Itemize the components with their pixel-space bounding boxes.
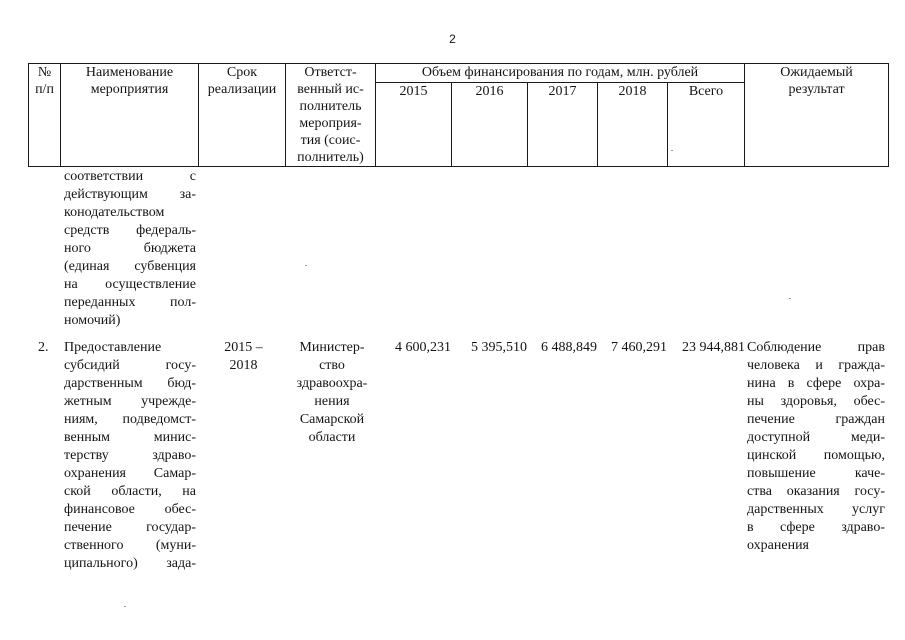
scan-speck bbox=[671, 150, 673, 151]
header-num: № п/п bbox=[29, 64, 61, 167]
header-result: Ожидаемый результат bbox=[745, 64, 889, 167]
header-funding: Объем финансирования по годам, млн. рублей bbox=[376, 64, 745, 83]
row2-number: 2. bbox=[38, 340, 49, 355]
scan-speck bbox=[789, 298, 791, 299]
row2-value-2018: 7 460,291 bbox=[611, 340, 667, 355]
row2-executor: Министер- ство здравоохра- нения Самарской области bbox=[296, 340, 368, 445]
header-year-2015: 2015 bbox=[376, 83, 452, 167]
row2-name: Предоставление субсидий госу- дарственным бюд- жетным учрежде- ниям, подведомст- венным минис- терству здраво- охранения Самар- ской области, на финансовое обес- печение государ- ственного (муни- ципального) зада- bbox=[64, 340, 196, 571]
header-term: Срок реализации bbox=[199, 64, 286, 167]
header-year-2017: 2017 bbox=[528, 83, 598, 167]
header-name: Наименование мероприятия bbox=[61, 64, 199, 167]
row2-value-2017: 6 488,849 bbox=[541, 340, 597, 355]
continuation-text: соответствии с действующим за- конодательством средств федераль- ного бюджета (единая субвенция на осуществление переданных пол- номочий) bbox=[64, 169, 196, 328]
row2-term: 2015 – 2018 bbox=[224, 340, 263, 373]
row2-value-2016: 5 395,510 bbox=[471, 340, 527, 355]
scan-speck bbox=[305, 265, 307, 266]
page-number: 2 bbox=[449, 32, 456, 46]
header-executor: Ответст- венный ис- полнитель мероприя- тия (соис- полнитель) bbox=[286, 64, 376, 167]
header-table bbox=[28, 63, 889, 167]
header-total: Всего bbox=[668, 83, 745, 167]
row2-value-2015: 4 600,231 bbox=[395, 340, 451, 355]
row2-result: Соблюдение прав человека и гражда- нина в сфере охра- ны здоровья, обес- печение граждан доступной меди- цинской помощью, повышение каче- ства оказания госу- дарственных услуг в сфере здраво- охранения bbox=[747, 340, 885, 553]
header-year-2018: 2018 bbox=[598, 83, 668, 167]
scan-speck bbox=[124, 606, 126, 607]
header-year-2016: 2016 bbox=[452, 83, 528, 167]
row2-value-total: 23 944,881 bbox=[682, 340, 745, 355]
